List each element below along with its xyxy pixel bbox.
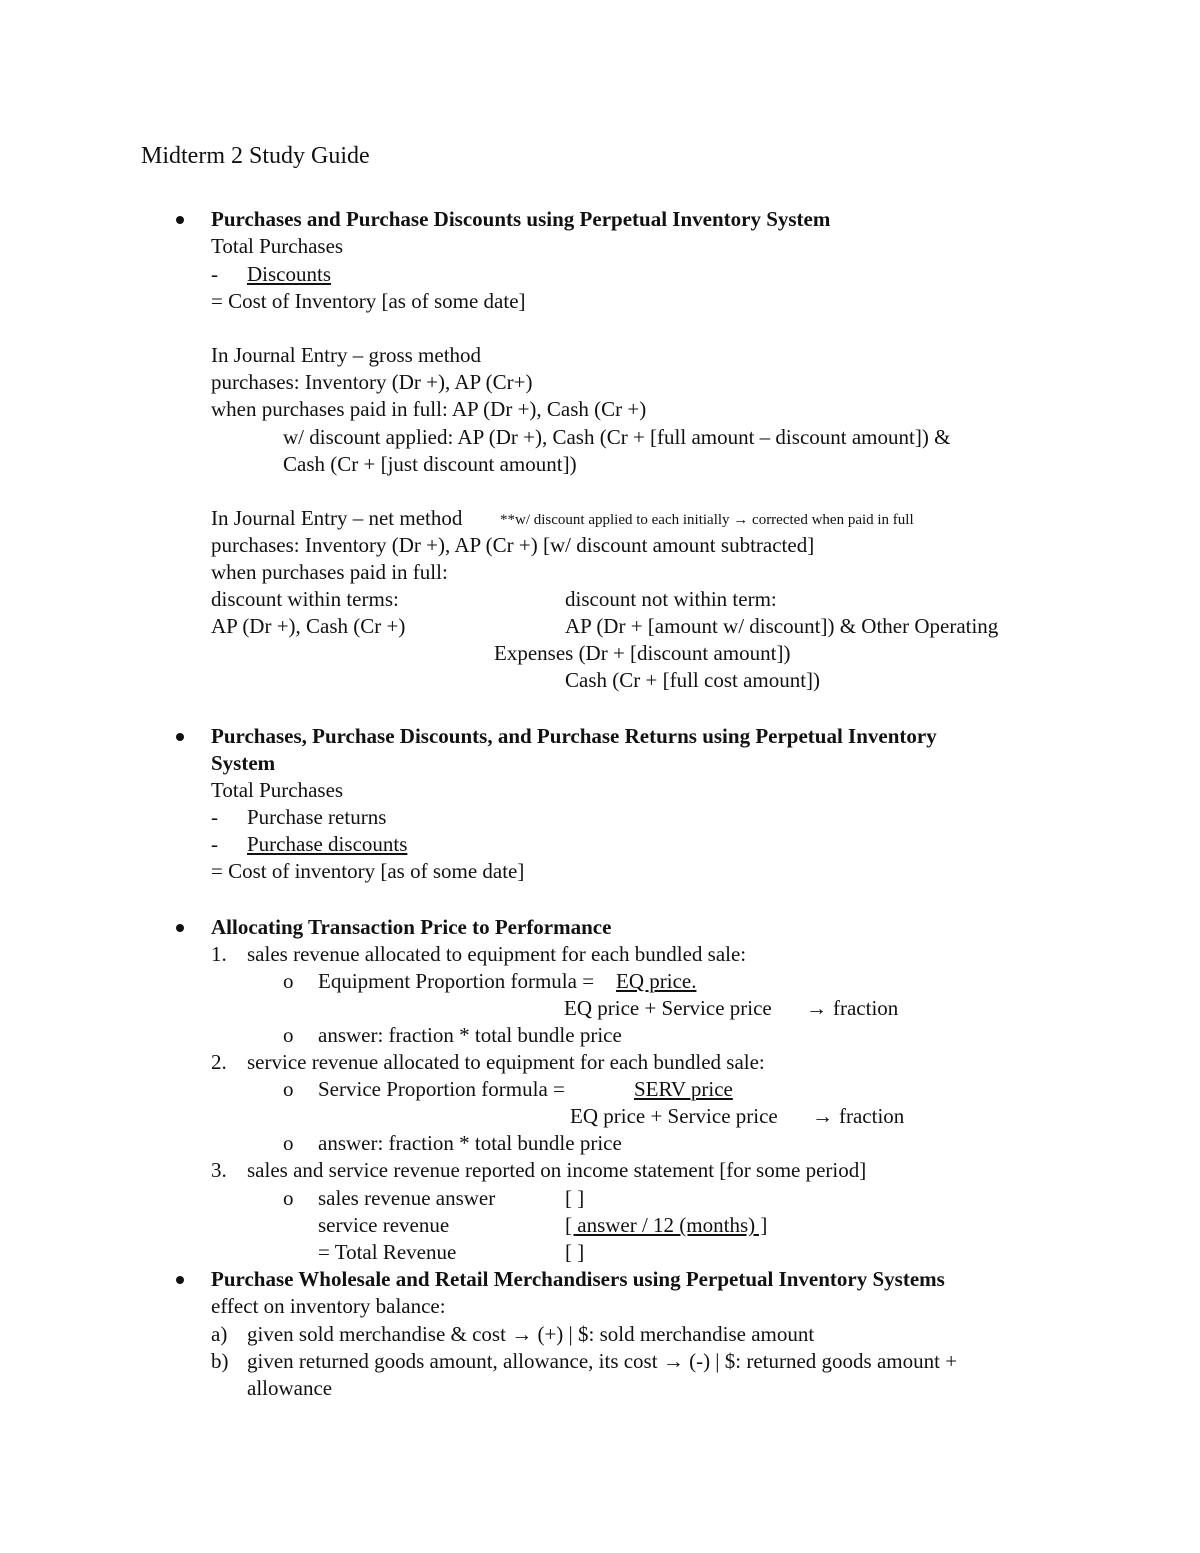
section-2-heading-line1: Purchases, Purchase Discounts, and Purchase Returns using Perpetual Inventory xyxy=(211,724,937,748)
gross-discount-line2: Cash (Cr + [just discount amount]) xyxy=(283,452,577,476)
total-revenue-bracket: [ ] xyxy=(565,1240,585,1264)
section-4-heading: Purchase Wholesale and Retail Merchandisers using Perpetual Inventory Systems xyxy=(211,1267,945,1291)
bullet-3 xyxy=(176,924,184,932)
not-within-terms-label: discount not within term: xyxy=(565,587,777,611)
s2-purchase-discounts: Purchase discounts xyxy=(247,832,408,856)
serv-formula-label: Service Proportion formula = xyxy=(318,1077,565,1101)
s4-item-b-result: (-) | $: returned goods amount + xyxy=(689,1349,958,1373)
s2-cost-of-inventory: = Cost of inventory [as of some date] xyxy=(211,859,525,883)
within-terms-entry: AP (Dr +), Cash (Cr +) xyxy=(211,614,406,638)
s3-item-3: sales and service revenue reported on income statement [for some period] xyxy=(247,1158,867,1182)
gross-purchases: purchases: Inventory (Dr +), AP (Cr+) xyxy=(211,370,533,394)
gross-discount-line1: w/ discount applied: AP (Dr +), Cash (Cr + [full amount – discount amount]) & xyxy=(283,425,951,449)
s4-item-a xyxy=(247,1321,814,1348)
s3-num-3: 3. xyxy=(211,1158,227,1182)
s2-dash-2: - xyxy=(211,832,218,856)
arrow-right-icon: → xyxy=(662,1349,684,1373)
s3-sub-bullet-1: o xyxy=(283,969,294,993)
section-1-heading: Purchases and Purchase Discounts using Perpetual Inventory System xyxy=(211,207,831,231)
s4-item-a-text: given sold merchandise & cost xyxy=(247,1322,506,1346)
eq-formula-label: Equipment Proportion formula = xyxy=(318,969,595,993)
s4-item-b-marker: b) xyxy=(211,1349,229,1373)
s2-purchase-returns: Purchase returns xyxy=(247,805,387,829)
s1-discounts: Discounts xyxy=(247,262,331,286)
not-within-entry-2: Expenses (Dr + [discount amount]) xyxy=(494,641,791,665)
section-3-heading: Allocating Transaction Price to Performance xyxy=(211,915,612,939)
s4-item-b-continued: allowance xyxy=(247,1376,333,1400)
sales-revenue-bracket: [ ] xyxy=(565,1186,585,1210)
net-purchases: purchases: Inventory (Dr +), AP (Cr +) [w/ discount amount subtracted] xyxy=(211,533,815,557)
within-terms-label: discount within terms: xyxy=(211,587,399,611)
net-method-title: In Journal Entry – net method xyxy=(211,506,463,530)
bullet-1 xyxy=(176,216,184,224)
s3-num-1: 1. xyxy=(211,942,227,966)
s3-answer-2: answer: fraction * total bundle price xyxy=(318,1131,622,1155)
service-revenue-bracket: [ answer / 12 (months) ] xyxy=(565,1213,768,1237)
s3-num-2: 2. xyxy=(211,1050,227,1074)
arrow-right-icon: → xyxy=(806,996,827,1020)
eq-formula-numerator: EQ price. xyxy=(616,969,697,993)
s4-item-b-text: given returned goods amount, allowance, its cost xyxy=(247,1349,658,1373)
serv-fraction-label: fraction xyxy=(839,1104,905,1128)
s4-item-a-result: (+) | $: sold merchandise amount xyxy=(537,1322,815,1346)
s1-dash: - xyxy=(211,262,218,286)
s2-total-purchases: Total Purchases xyxy=(211,778,344,802)
serv-formula-numerator: SERV price xyxy=(634,1077,733,1101)
eq-formula-denominator: EQ price + Service price xyxy=(564,996,772,1020)
total-revenue-label: = Total Revenue xyxy=(318,1240,457,1264)
s3-sub-bullet-2: o xyxy=(283,1023,294,1047)
net-method-note: **w/ discount applied to each initially → corrected when paid in full xyxy=(500,512,914,528)
s3-answer-1: answer: fraction * total bundle price xyxy=(318,1023,622,1047)
net-paid: when purchases paid in full: xyxy=(211,560,448,584)
sales-revenue-answer-label: sales revenue answer xyxy=(318,1186,496,1210)
eq-fraction-label: fraction xyxy=(833,996,899,1020)
s4-item-b xyxy=(247,1348,957,1375)
service-revenue-label: service revenue xyxy=(318,1213,450,1237)
s4-item-a-marker: a) xyxy=(211,1322,228,1346)
s3-sub-bullet-5: o xyxy=(283,1186,294,1210)
s3-sub-bullet-3: o xyxy=(283,1077,294,1101)
not-within-entry-3: Cash (Cr + [full cost amount]) xyxy=(565,668,821,692)
s3-sub-bullet-4: o xyxy=(283,1131,294,1155)
gross-method-title: In Journal Entry – gross method xyxy=(211,343,482,367)
gross-paid: when purchases paid in full: AP (Dr +), Cash (Cr +) xyxy=(211,397,647,421)
arrow-right-icon: → xyxy=(511,1322,533,1346)
s4-effect-label: effect on inventory balance: xyxy=(211,1294,446,1318)
serv-formula-denominator: EQ price + Service price xyxy=(570,1104,778,1128)
not-within-entry-1: AP (Dr + [amount w/ discount]) & Other Operating xyxy=(565,614,999,638)
bullet-2 xyxy=(176,733,184,741)
s1-cost-of-inventory: = Cost of Inventory [as of some date] xyxy=(211,289,526,313)
s2-dash-1: - xyxy=(211,805,218,829)
section-2-heading-line2: System xyxy=(211,751,276,775)
s3-item-2: service revenue allocated to equipment for each bundled sale: xyxy=(247,1050,765,1074)
arrow-right-icon: → xyxy=(812,1104,833,1128)
page-title: Midterm 2 Study Guide xyxy=(141,143,370,169)
s3-item-1: sales revenue allocated to equipment for each bundled sale: xyxy=(247,942,747,966)
s1-total-purchases: Total Purchases xyxy=(211,234,344,258)
bullet-4 xyxy=(176,1276,184,1284)
